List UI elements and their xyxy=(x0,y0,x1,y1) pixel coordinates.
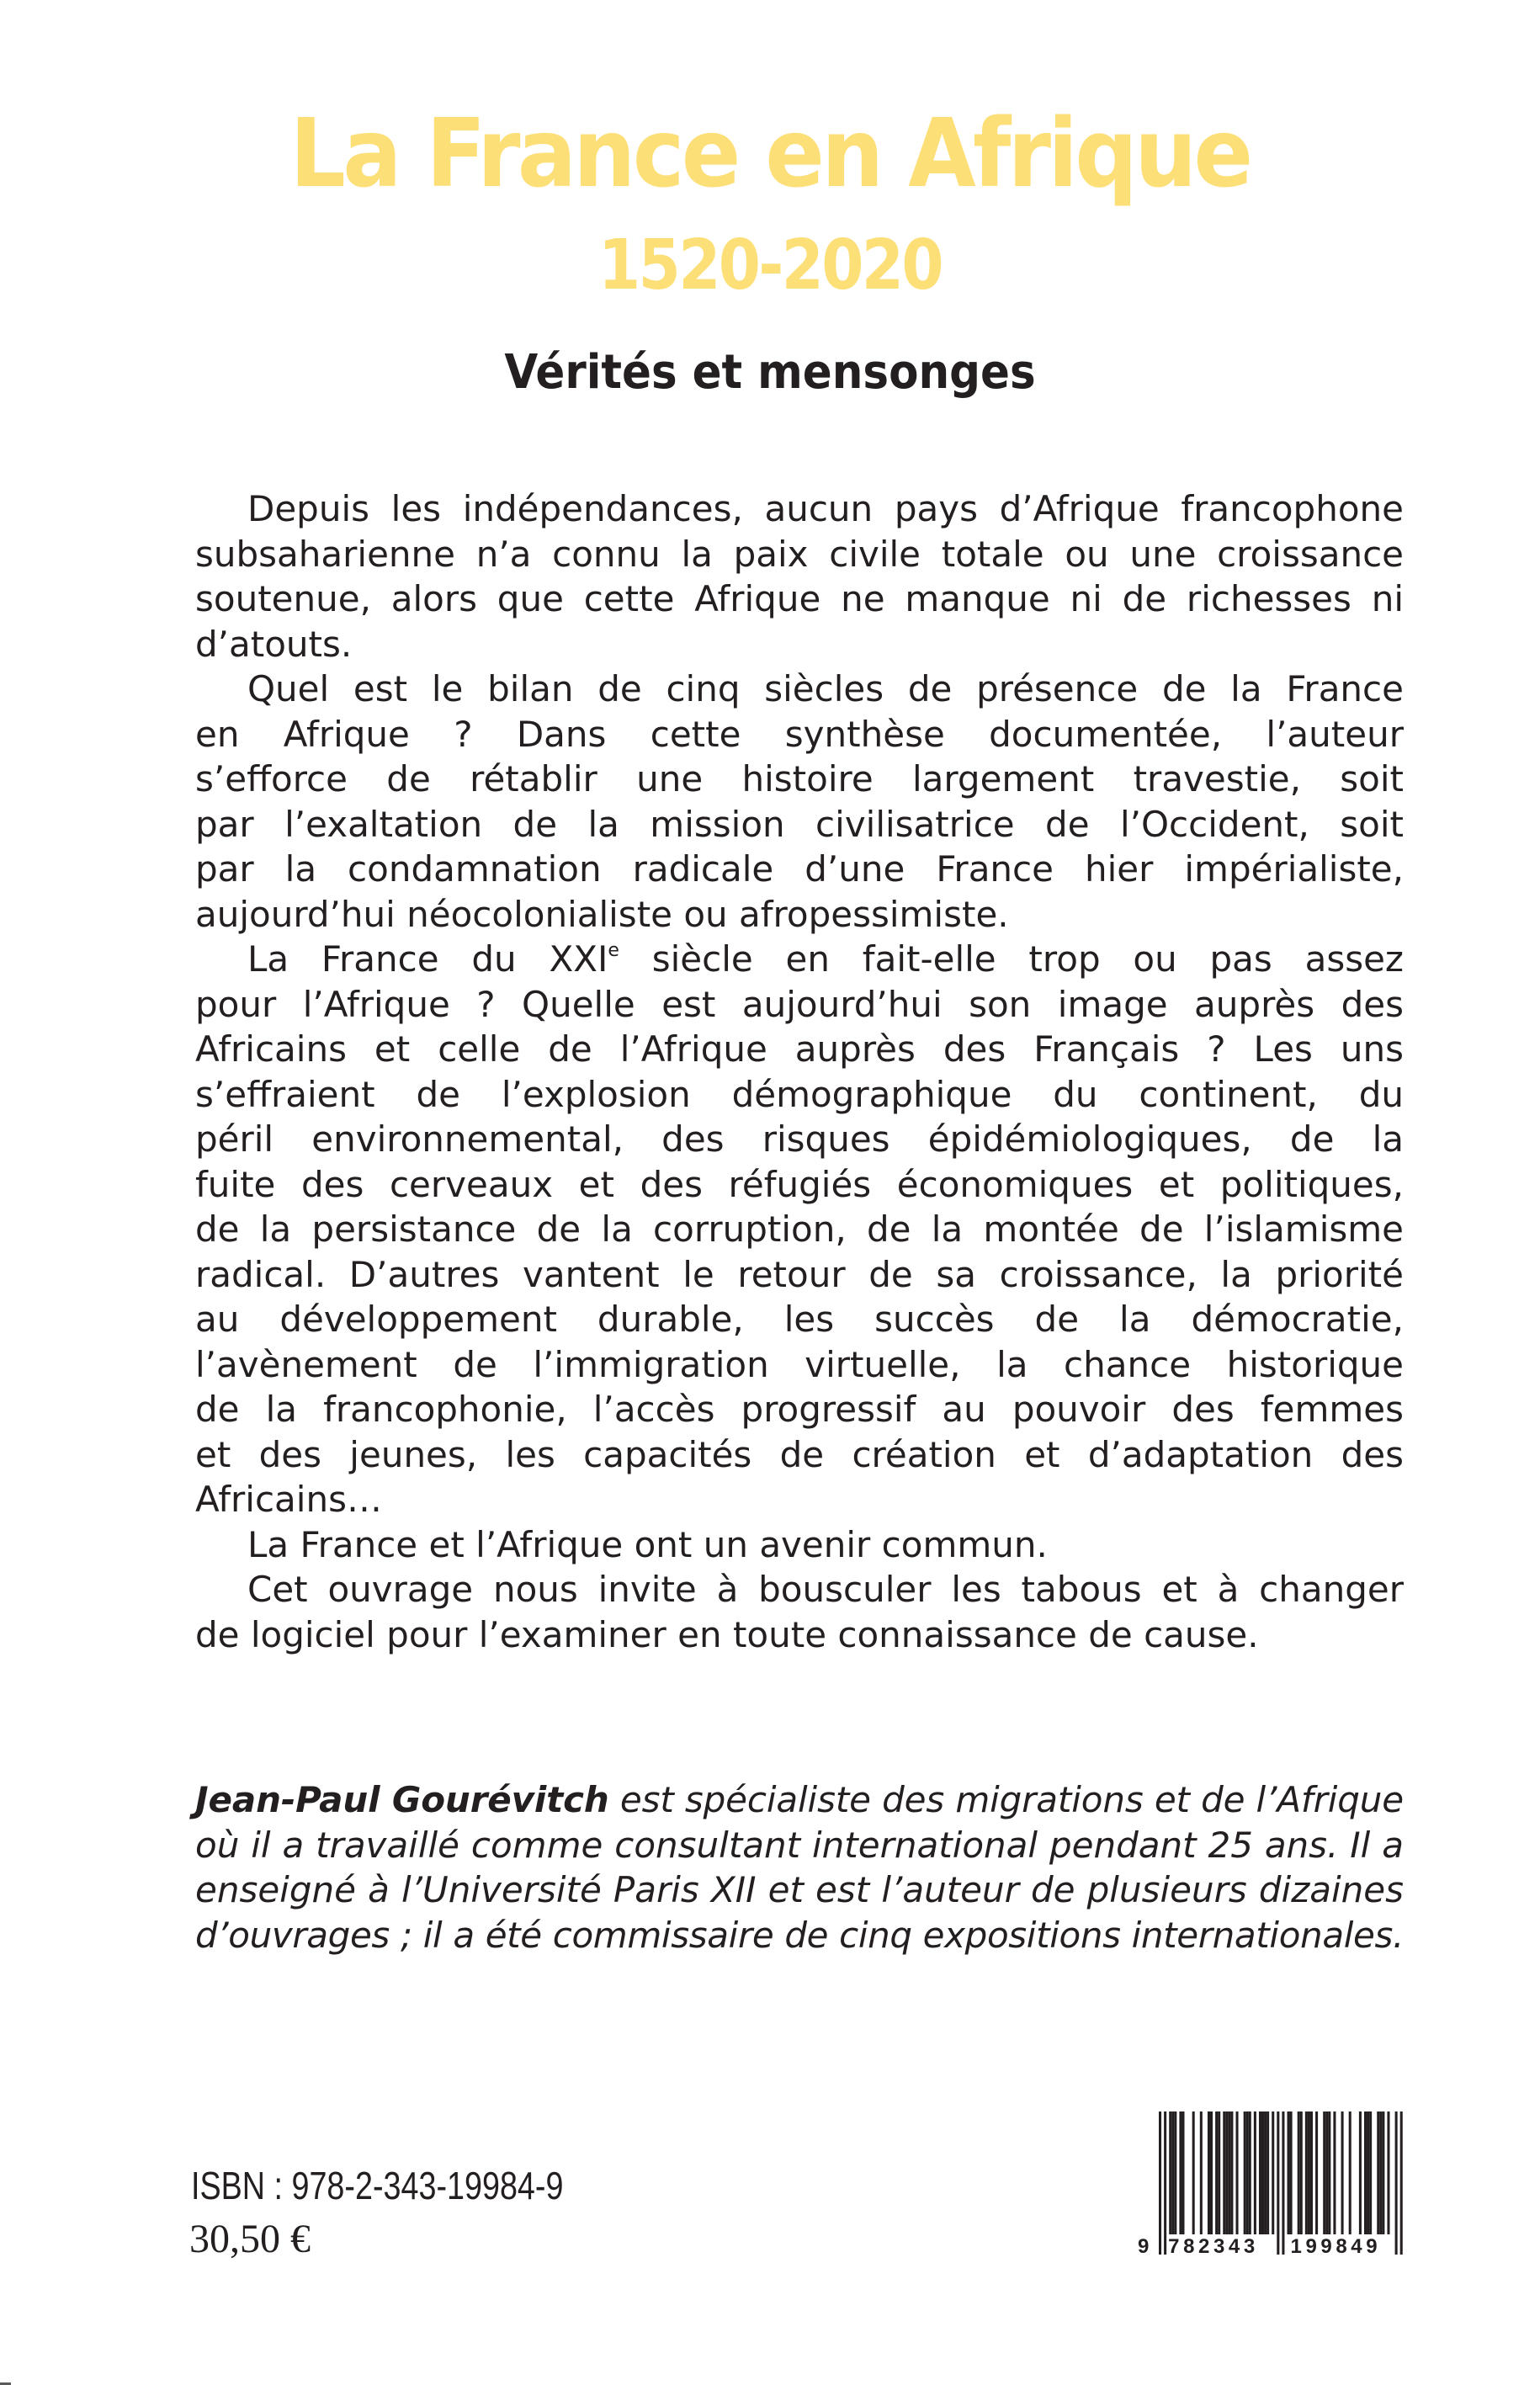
blurb-paragraph xyxy=(195,1567,1404,1657)
blurb-line: fuite des cerveaux et des réfugiés économiques et politiques, xyxy=(195,1163,1404,1205)
barcode-bar xyxy=(1246,2111,1249,2234)
book-title: La France en Afrique xyxy=(289,99,1251,209)
author-name: Jean-Paul Gourévitch xyxy=(195,1779,609,1820)
barcode-guard-bar xyxy=(1400,2111,1403,2255)
bio-line: où il a travaillé comme consultant international pendant 25 ans. Il a xyxy=(195,1824,1404,1866)
barcode-bar xyxy=(1230,2111,1233,2234)
blurb-line: aujourd’hui néocolonialiste ou afropessimiste. xyxy=(195,893,1009,935)
ordinal-superscript: e xyxy=(608,940,619,961)
price-label: 30,50 € xyxy=(189,2217,311,2261)
blurb-line: Cet ouvrage nous invite à bousculer les tabous et à changer xyxy=(247,1569,1404,1610)
barcode-bar xyxy=(1174,2111,1176,2234)
barcode-bar xyxy=(1254,2111,1256,2234)
blurb-line: par l’exaltation de la mission civilisatrice de l’Occident, soit xyxy=(195,803,1404,845)
barcode-bar xyxy=(1244,2111,1246,2234)
blurb-line: radical. D’autres vantent le retour de sa croissance, la priorité xyxy=(195,1253,1404,1295)
barcode-bar xyxy=(1377,2111,1379,2234)
blurb-line: s’effraient de l’explosion démographique du continent, du xyxy=(195,1073,1404,1115)
barcode-bar xyxy=(1310,2111,1313,2234)
blurb-line: et des jeunes, les capacités de création et d’adaptation des xyxy=(195,1433,1404,1475)
blurb-line: Depuis les indépendances, aucun pays d’Afrique francophone xyxy=(247,488,1404,529)
book-subtitle: Vérités et mensonges xyxy=(504,345,1036,400)
barcode-bar xyxy=(1192,2111,1195,2234)
blurb-line: au développement durable, les succès de la démocratie, xyxy=(195,1299,1404,1340)
century-suffix: siècle en fait-elle trop ou pas assez xyxy=(619,938,1404,980)
barcode-guard-bar xyxy=(1395,2111,1398,2255)
barcode-bar xyxy=(1382,2111,1384,2234)
barcode-bar xyxy=(1379,2111,1382,2234)
bio-line-rest: est spécialiste des migrations et de l’Afrique xyxy=(608,1779,1404,1820)
barcode-bar xyxy=(1359,2111,1362,2234)
barcode-digits-right: 199849 xyxy=(1290,2235,1382,2256)
blurb-line: soutenue, alors que cette Afrique ne manque ni de richesses ni xyxy=(195,578,1404,619)
bio-line xyxy=(195,1777,1404,1823)
barcode-bar xyxy=(1208,2111,1210,2234)
barcode-bar xyxy=(1288,2111,1290,2234)
barcode-bar xyxy=(1261,2111,1264,2234)
barcode-bar xyxy=(1387,2111,1389,2234)
blurb-line: en Afrique ? Dans cette synthèse documentée, l’auteur xyxy=(195,713,1404,755)
blurb-line: Quel est le bilan de cinq siècles de présence de la France xyxy=(247,668,1404,709)
barcode-bar xyxy=(1215,2111,1218,2234)
blurb-line: subsaharienne n’a connu la paix civile totale ou une croissance xyxy=(195,533,1404,575)
barcode-bar xyxy=(1200,2111,1203,2234)
blurb-line: s’efforce de rétablir une histoire largement travestie, soit xyxy=(195,758,1404,799)
blurb-line: pour l’Afrique ? Quelle est aujourd’hui son image auprès des xyxy=(195,983,1404,1025)
barcode-bar xyxy=(1298,2111,1300,2234)
blurb-line: de logiciel pour l’examiner en toute connaissance de cause. xyxy=(195,1613,1259,1655)
isbn-barcode xyxy=(1136,2111,1414,2256)
blurb-line: de la persistance de la corruption, de la montée de l’islamisme xyxy=(195,1208,1404,1250)
barcode-bar xyxy=(1328,2111,1330,2234)
barcode-bar xyxy=(1364,2111,1367,2234)
blurb-line: Africains… xyxy=(195,1479,382,1520)
blurb-line: d’atouts. xyxy=(195,623,353,665)
barcode-bar xyxy=(1305,2111,1308,2234)
barcode-bar xyxy=(1323,2111,1325,2234)
blurb-paragraph xyxy=(195,486,1404,667)
barcode-bar xyxy=(1210,2111,1213,2234)
barcode-bar xyxy=(1179,2111,1182,2234)
barcode-bar xyxy=(1349,2111,1351,2234)
barcode-bar xyxy=(1182,2111,1184,2234)
blurb-line xyxy=(195,937,1404,982)
barcode-bar xyxy=(1249,2111,1251,2234)
blurb-line: péril environnemental, des risques épidémiologiques, de la xyxy=(195,1118,1404,1160)
barcode-bar xyxy=(1223,2111,1225,2234)
barcode-bar xyxy=(1325,2111,1328,2234)
blurb-paragraph xyxy=(195,937,1404,1522)
barcode-bar xyxy=(1272,2111,1274,2234)
century-prefix: La France du XXI xyxy=(247,938,608,980)
barcode-bar xyxy=(1169,2111,1171,2234)
isbn-label: ISBN : 978-2-343-19984-9 xyxy=(191,2164,564,2207)
barcode-bar xyxy=(1236,2111,1239,2234)
barcode-guard-bar xyxy=(1282,2111,1284,2255)
blurb xyxy=(195,486,1404,1657)
blurb-line: La France et l’Afrique ont un avenir commun. xyxy=(247,1523,1048,1565)
barcode-guard-bar xyxy=(1164,2111,1166,2255)
barcode-bar xyxy=(1264,2111,1267,2234)
barcode-bar xyxy=(1290,2111,1293,2234)
blurb-line: par la condamnation radicale d’une France hier impérialiste, xyxy=(195,848,1404,890)
barcode-bar xyxy=(1171,2111,1174,2234)
barcode-bar xyxy=(1228,2111,1230,2234)
barcode-bar xyxy=(1367,2111,1369,2234)
barcode-bar xyxy=(1259,2111,1261,2234)
bio-line: enseigné à l’Université Paris XII et est l’auteur de plusieurs dizaines xyxy=(195,1869,1404,1910)
barcode-digits-left: 782343 xyxy=(1168,2235,1259,2256)
barcode-bar xyxy=(1218,2111,1220,2234)
barcode-bar xyxy=(1267,2111,1269,2234)
barcode-bar xyxy=(1225,2111,1228,2234)
barcode-bar xyxy=(1369,2111,1372,2234)
barcode-bar xyxy=(1300,2111,1303,2234)
bio-line: d’ouvrages ; il a été commissaire de cinq expositions internationales. xyxy=(195,1914,1404,1956)
author-bio xyxy=(195,1777,1404,1957)
barcode-digit-lead: 9 xyxy=(1138,2235,1153,2256)
barcode-graphic xyxy=(1136,2111,1414,2256)
barcode-guard-bar xyxy=(1159,2111,1161,2255)
barcode-bar xyxy=(1333,2111,1336,2234)
blurb-paragraph xyxy=(195,1522,1404,1568)
barcode-guard-bar xyxy=(1277,2111,1279,2255)
barcode-bar xyxy=(1315,2111,1318,2234)
barcode-bar xyxy=(1341,2111,1344,2234)
blurb-line: Africains et celle de l’Afrique auprès des Français ? Les uns xyxy=(195,1028,1404,1070)
book-years: 1520-2020 xyxy=(598,226,942,305)
blurb-paragraph xyxy=(195,667,1404,937)
blurb-line: l’avènement de l’immigration virtuelle, la chance historique xyxy=(195,1343,1404,1385)
barcode-bar xyxy=(1308,2111,1310,2234)
blurb-line: de la francophonie, l’accès progressif au pouvoir des femmes xyxy=(195,1389,1404,1430)
